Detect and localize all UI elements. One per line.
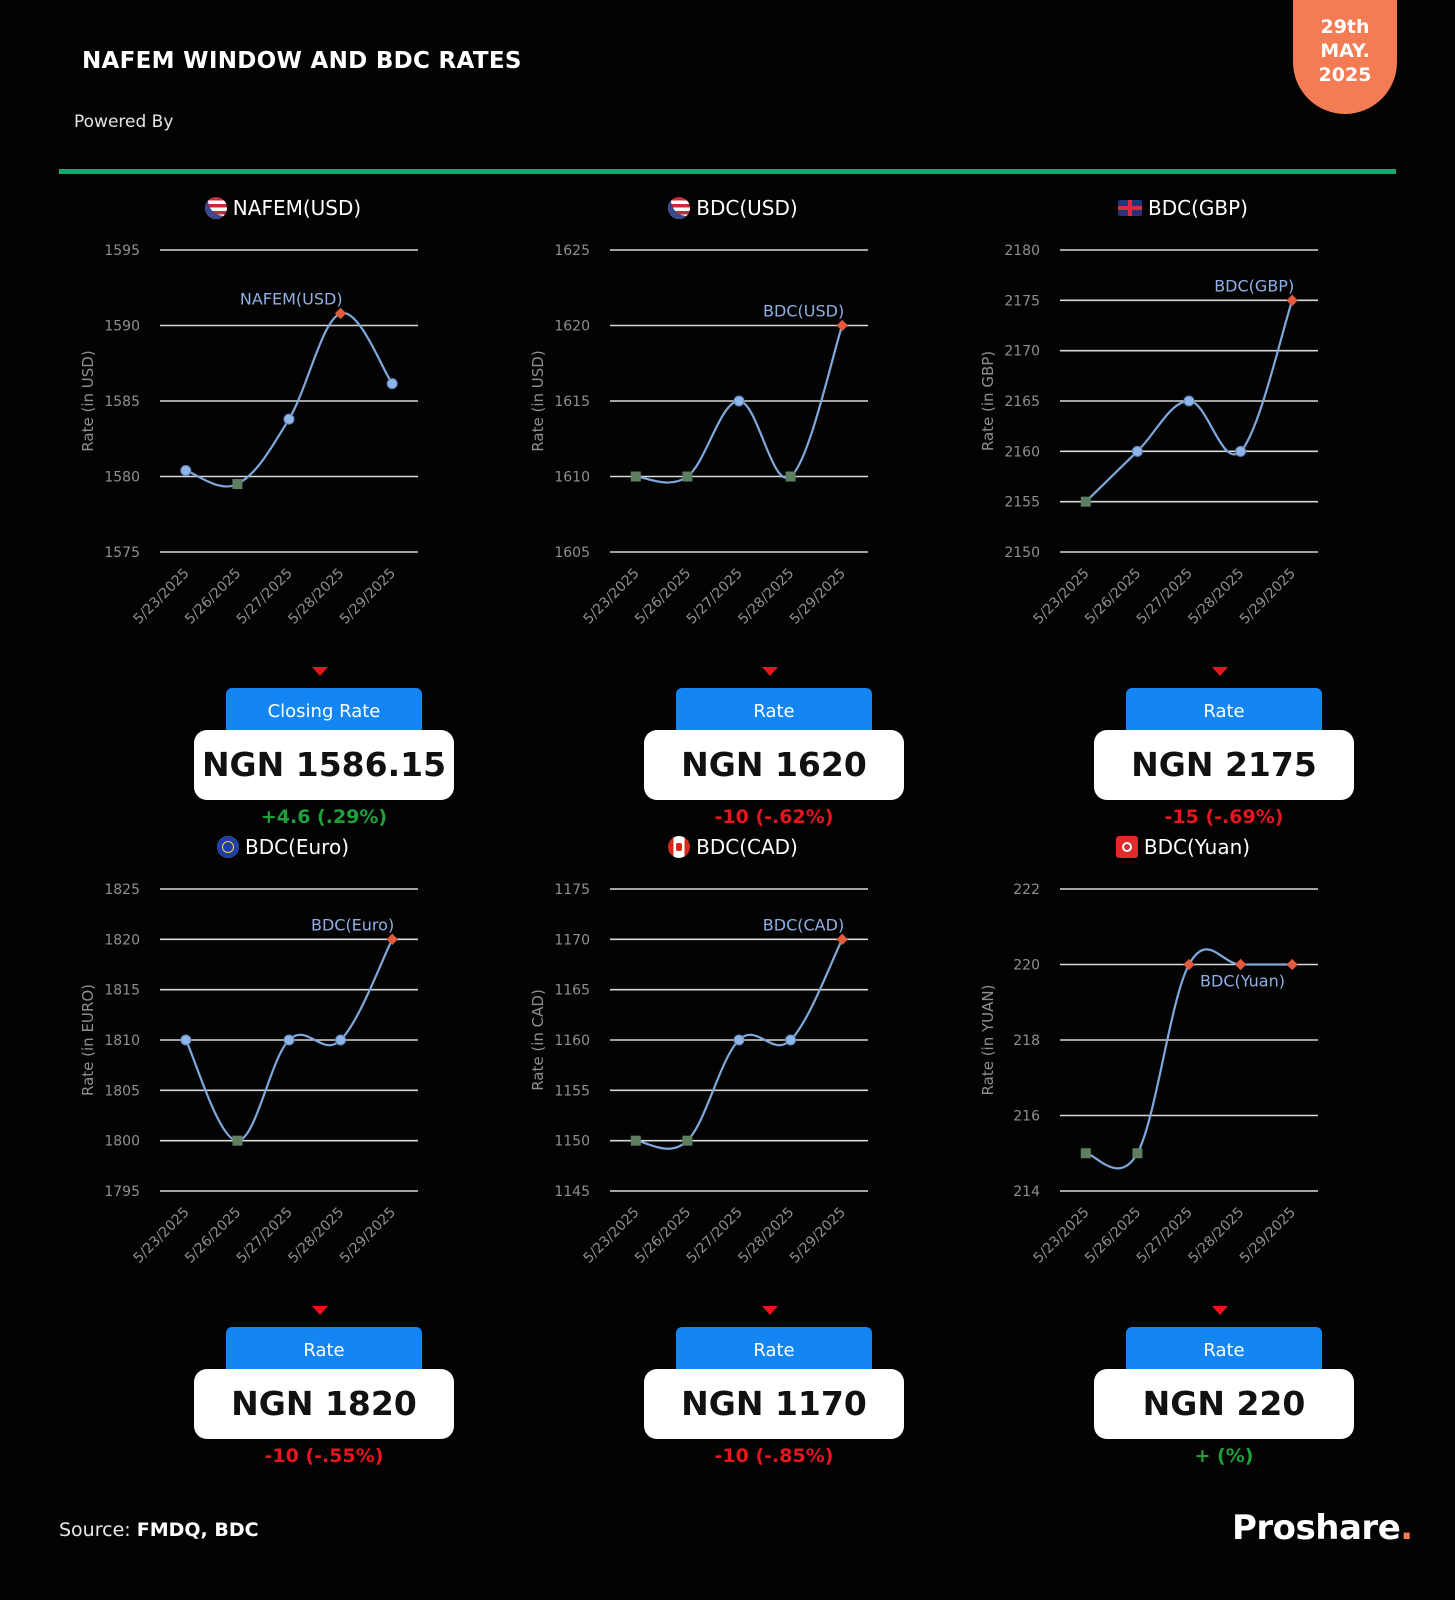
series-data-label: BDC(Euro) xyxy=(310,915,395,935)
data-point xyxy=(1132,1148,1142,1158)
x-tick-label: 5/23/2025 xyxy=(130,565,193,628)
y-tick-label: 1615 xyxy=(554,394,590,410)
data-point xyxy=(1287,959,1298,970)
y-axis-label: Rate (in YUAN) xyxy=(979,984,997,1096)
rate-label: Rate xyxy=(1126,688,1322,735)
chart-title-text: BDC(CAD) xyxy=(696,835,798,859)
series-data-label: BDC(USD) xyxy=(763,301,845,321)
x-tick-label: 5/26/2025 xyxy=(1082,1204,1145,1267)
series-data-label: NAFEM(USD) xyxy=(239,289,343,309)
y-tick-label: 1795 xyxy=(104,1184,140,1200)
data-point xyxy=(837,934,848,945)
x-tick-label: 5/26/2025 xyxy=(632,1204,695,1267)
rate-change: + (%) xyxy=(1194,1445,1254,1467)
y-tick-label: 1620 xyxy=(554,318,590,335)
x-tick-label: 5/29/2025 xyxy=(336,565,400,628)
line-chart xyxy=(948,639,1418,1279)
logo-text: Proshare xyxy=(1232,1508,1401,1548)
data-point xyxy=(1235,959,1246,970)
y-tick-label: 1825 xyxy=(104,882,140,898)
rate-label: Rate xyxy=(226,1327,422,1374)
rate-change: -10 (-.55%) xyxy=(264,1445,384,1467)
y-tick-label: 2175 xyxy=(1004,293,1040,310)
x-tick-label: 5/26/2025 xyxy=(1082,565,1145,628)
x-tick-label: 5/28/2025 xyxy=(1185,565,1248,628)
source-value: FMDQ, BDC xyxy=(136,1519,259,1541)
y-tick-label: 222 xyxy=(1013,882,1040,898)
date-day: 29th xyxy=(1320,16,1370,38)
y-tick-label: 1160 xyxy=(554,1033,590,1049)
x-tick-label: 5/29/2025 xyxy=(336,1204,400,1267)
y-tick-label: 220 xyxy=(1013,957,1040,974)
rate-label: Rate xyxy=(1126,1327,1322,1374)
y-tick-label: 1820 xyxy=(104,932,140,949)
rate-change: -15 (-.69%) xyxy=(1164,806,1284,828)
rate-label: Rate xyxy=(676,1327,872,1374)
y-tick-label: 2150 xyxy=(1004,545,1040,561)
x-tick-label: 5/28/2025 xyxy=(285,565,348,628)
y-axis-label: Rate (in USD) xyxy=(79,350,97,452)
y-tick-label: 1590 xyxy=(104,318,140,335)
x-tick-label: 5/28/2025 xyxy=(285,1204,348,1267)
y-tick-label: 1175 xyxy=(554,882,590,898)
chart-title-text: BDC(Euro) xyxy=(244,835,350,859)
y-tick-label: 1800 xyxy=(104,1133,140,1150)
data-point xyxy=(631,1136,641,1146)
down-arrow-icon xyxy=(312,1306,328,1315)
y-tick-label: 1610 xyxy=(554,469,590,486)
x-tick-label: 5/29/2025 xyxy=(786,1204,850,1267)
series-data-label: BDC(GBP) xyxy=(1214,276,1295,296)
chart-title-text: BDC(USD) xyxy=(696,196,798,220)
chart-title-text: NAFEM(USD) xyxy=(232,196,362,220)
y-tick-label: 1165 xyxy=(554,982,590,999)
data-point xyxy=(284,1035,294,1045)
x-tick-label: 5/23/2025 xyxy=(580,1204,643,1267)
x-tick-label: 5/29/2025 xyxy=(1236,1204,1300,1267)
logo-dot: . xyxy=(1400,1508,1413,1548)
y-tick-label: 1575 xyxy=(104,545,140,561)
y-tick-label: 216 xyxy=(1013,1108,1040,1125)
y-tick-label: 2155 xyxy=(1004,494,1040,511)
x-tick-label: 5/29/2025 xyxy=(1236,565,1300,628)
y-axis-label: Rate (in GBP) xyxy=(979,350,997,452)
x-tick-label: 5/23/2025 xyxy=(1030,565,1093,628)
data-point xyxy=(1183,959,1194,970)
y-tick-label: 1580 xyxy=(104,469,140,486)
y-tick-label: 1155 xyxy=(554,1083,590,1100)
rate-value: NGN 220 xyxy=(1094,1369,1354,1439)
x-tick-label: 5/28/2025 xyxy=(735,565,798,628)
y-tick-label: 218 xyxy=(1013,1033,1040,1049)
rate-value: NGN 2175 xyxy=(1094,730,1354,800)
x-tick-label: 5/27/2025 xyxy=(1133,565,1196,628)
chart-title-text: BDC(Yuan) xyxy=(1143,835,1251,859)
y-tick-label: 1150 xyxy=(554,1133,590,1150)
down-arrow-icon xyxy=(1212,1306,1228,1315)
data-point xyxy=(734,1035,744,1045)
x-tick-label: 5/27/2025 xyxy=(233,1204,296,1267)
x-tick-label: 5/27/2025 xyxy=(683,1204,746,1267)
rate-change: -10 (-.85%) xyxy=(714,1445,834,1467)
rate-value: NGN 1170 xyxy=(644,1369,904,1439)
data-point xyxy=(181,1035,191,1045)
y-tick-label: 1595 xyxy=(104,243,140,259)
y-tick-label: 214 xyxy=(1013,1184,1040,1200)
x-tick-label: 5/27/2025 xyxy=(1133,1204,1196,1267)
y-tick-label: 1815 xyxy=(104,982,140,999)
x-tick-label: 5/27/2025 xyxy=(683,565,746,628)
page-title: NAFEM WINDOW AND BDC RATES xyxy=(82,48,522,74)
y-tick-label: 1170 xyxy=(554,932,590,949)
line-chart xyxy=(48,639,518,1279)
x-tick-label: 5/28/2025 xyxy=(735,1204,798,1267)
rate-change: +4.6 (.29%) xyxy=(260,806,388,828)
date-year: 2025 xyxy=(1318,64,1372,86)
rate-label: Closing Rate xyxy=(226,688,422,735)
y-tick-label: 1625 xyxy=(554,243,590,259)
source-note xyxy=(59,1519,259,1541)
y-tick-label: 1585 xyxy=(104,394,140,410)
data-point xyxy=(1081,1148,1091,1158)
x-tick-label: 5/29/2025 xyxy=(786,565,850,628)
proshare-logo[interactable] xyxy=(1232,1508,1413,1548)
rate-value: NGN 1820 xyxy=(194,1369,454,1439)
x-tick-label: 5/26/2025 xyxy=(182,565,245,628)
rate-value: NGN 1586.15 xyxy=(194,730,454,800)
data-point xyxy=(232,1136,242,1146)
powered-by-label: Powered By xyxy=(74,112,174,132)
x-tick-label: 5/26/2025 xyxy=(182,1204,245,1267)
x-tick-label: 5/23/2025 xyxy=(130,1204,193,1267)
chart-title-text: BDC(GBP) xyxy=(1148,196,1248,220)
y-tick-label: 2170 xyxy=(1004,343,1040,360)
x-tick-label: 5/23/2025 xyxy=(1030,1204,1093,1267)
x-tick-label: 5/23/2025 xyxy=(580,565,643,628)
rate-value: NGN 1620 xyxy=(644,730,904,800)
y-axis-label: Rate (in CAD) xyxy=(529,989,547,1091)
x-tick-label: 5/26/2025 xyxy=(632,565,695,628)
line-chart xyxy=(498,639,968,1279)
y-tick-label: 2180 xyxy=(1004,243,1040,259)
series-data-label: BDC(CAD) xyxy=(762,915,845,935)
y-axis-label: Rate (in EURO) xyxy=(79,984,97,1096)
y-tick-label: 1605 xyxy=(554,545,590,561)
source-label: Source: xyxy=(59,1519,131,1541)
y-tick-label: 1805 xyxy=(104,1083,140,1100)
down-arrow-icon xyxy=(762,1306,778,1315)
x-tick-label: 5/28/2025 xyxy=(1185,1204,1248,1267)
y-tick-label: 2165 xyxy=(1004,394,1040,410)
data-point xyxy=(336,1035,346,1045)
data-point xyxy=(786,1035,796,1045)
series-data-label: BDC(Yuan) xyxy=(1200,971,1285,991)
y-tick-label: 1810 xyxy=(104,1033,140,1049)
y-tick-label: 1145 xyxy=(554,1184,590,1200)
rate-change: -10 (-.62%) xyxy=(714,806,834,828)
data-point xyxy=(387,934,398,945)
data-point xyxy=(682,1136,692,1146)
y-tick-label: 2160 xyxy=(1004,444,1040,461)
rate-label: Rate xyxy=(676,688,872,735)
y-axis-label: Rate (in USD) xyxy=(529,350,547,452)
x-tick-label: 5/27/2025 xyxy=(233,565,296,628)
date-month: MAY. xyxy=(1320,40,1370,62)
